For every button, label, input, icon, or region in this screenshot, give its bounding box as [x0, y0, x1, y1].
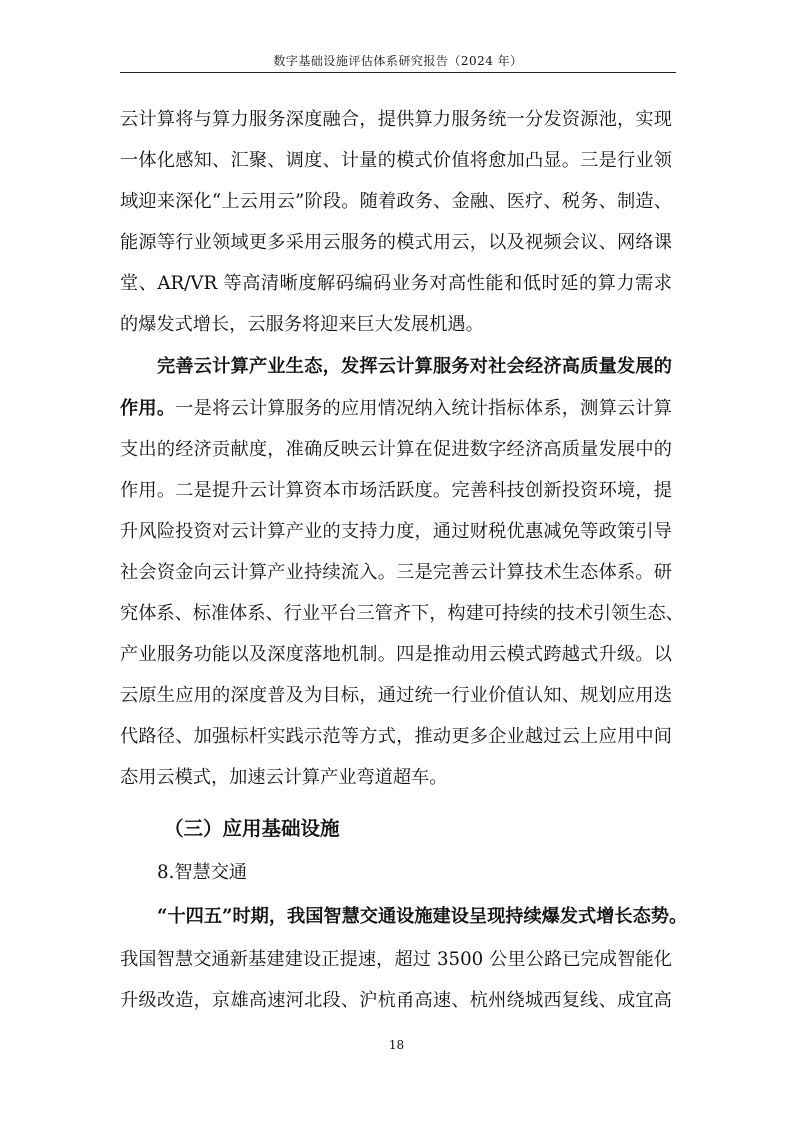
page-number: 18 — [388, 1038, 405, 1052]
text-line: 产业服务功能以及深度落地机制。四是推动用云模式跨越式升级。以 — [120, 644, 672, 665]
text-line: 升级改造，京雄高速河北段、沪杭甬高速、杭州绕城西复线、成宜高 — [120, 990, 672, 1011]
text-line: 支出的经济贡献度，准确反映云计算在促进数字经济高质量发展中的 — [120, 439, 672, 460]
text-line: 一体化感知、汇聚、调度、计量的模式价值将愈加凸显。三是行业领 — [120, 150, 672, 171]
header-divider — [120, 72, 676, 73]
bold-lead-sentence: 完善云计算产业生态，发挥云计算服务对社会经济高质量发展的 — [157, 356, 672, 377]
text-line: 社会资金向云计算产业持续流入。三是完善云计算技术生态体系。研 — [120, 562, 672, 583]
text-span: 一是将云计算服务的应用情况纳入统计指标体系，测算云计算 — [175, 398, 672, 419]
running-header: 数字基础设施评估体系研究报告（2024 年） — [273, 54, 523, 68]
text-line: 态用云模式，加速云计算产业弯道超车。 — [120, 767, 448, 788]
text-line: 作用。二是提升云计算资本市场活跃度。完善科技创新投资环境，提 — [120, 480, 672, 501]
text-line: 究体系、标准体系、行业平台三管齐下，构建可持续的技术引领生态、 — [120, 603, 684, 624]
text-line: 堂、AR/VR 等高清晰度解码编码业务对高性能和低时延的算力需求 — [120, 273, 672, 294]
subsection-heading: 8.智慧交通 — [157, 862, 248, 883]
bold-lead-sentence: “十四五”时期，我国智慧交通设施建设呈现持续爆发式增长态势。 — [157, 906, 688, 927]
text-line: 代路径、加强标杆实践示范等方式，推动更多企业越过云上应用中间 — [120, 726, 672, 747]
text-line — [120, 399, 672, 419]
text-line: 的爆发式增长，云服务将迎来巨大发展机遇。 — [120, 314, 484, 335]
text-line: 云原生应用的深度普及为目标，通过统一行业价值认知、规划应用迭 — [120, 685, 672, 706]
text-line: 我国智慧交通新基建建设正提速，超过 3500 公里公路已完成智能化 — [120, 949, 672, 970]
bold-lead-sentence-end: 作用。 — [120, 398, 176, 419]
text-line: 能源等行业领域更多采用云服务的模式用云，以及视频会议、网络课 — [120, 232, 672, 253]
text-line: 升风险投资对云计算产业的支持力度，通过财税优惠减免等政策引导 — [120, 521, 672, 542]
text-line: 云计算将与算力服务深度融合，提供算力服务统一分发资源池，实现 — [120, 109, 672, 130]
section-heading: （三）应用基础设施 — [164, 817, 340, 840]
text-line: 域迎来深化“上云用云”阶段。随着政务、金融、医疗、税务、制造、 — [120, 191, 672, 212]
